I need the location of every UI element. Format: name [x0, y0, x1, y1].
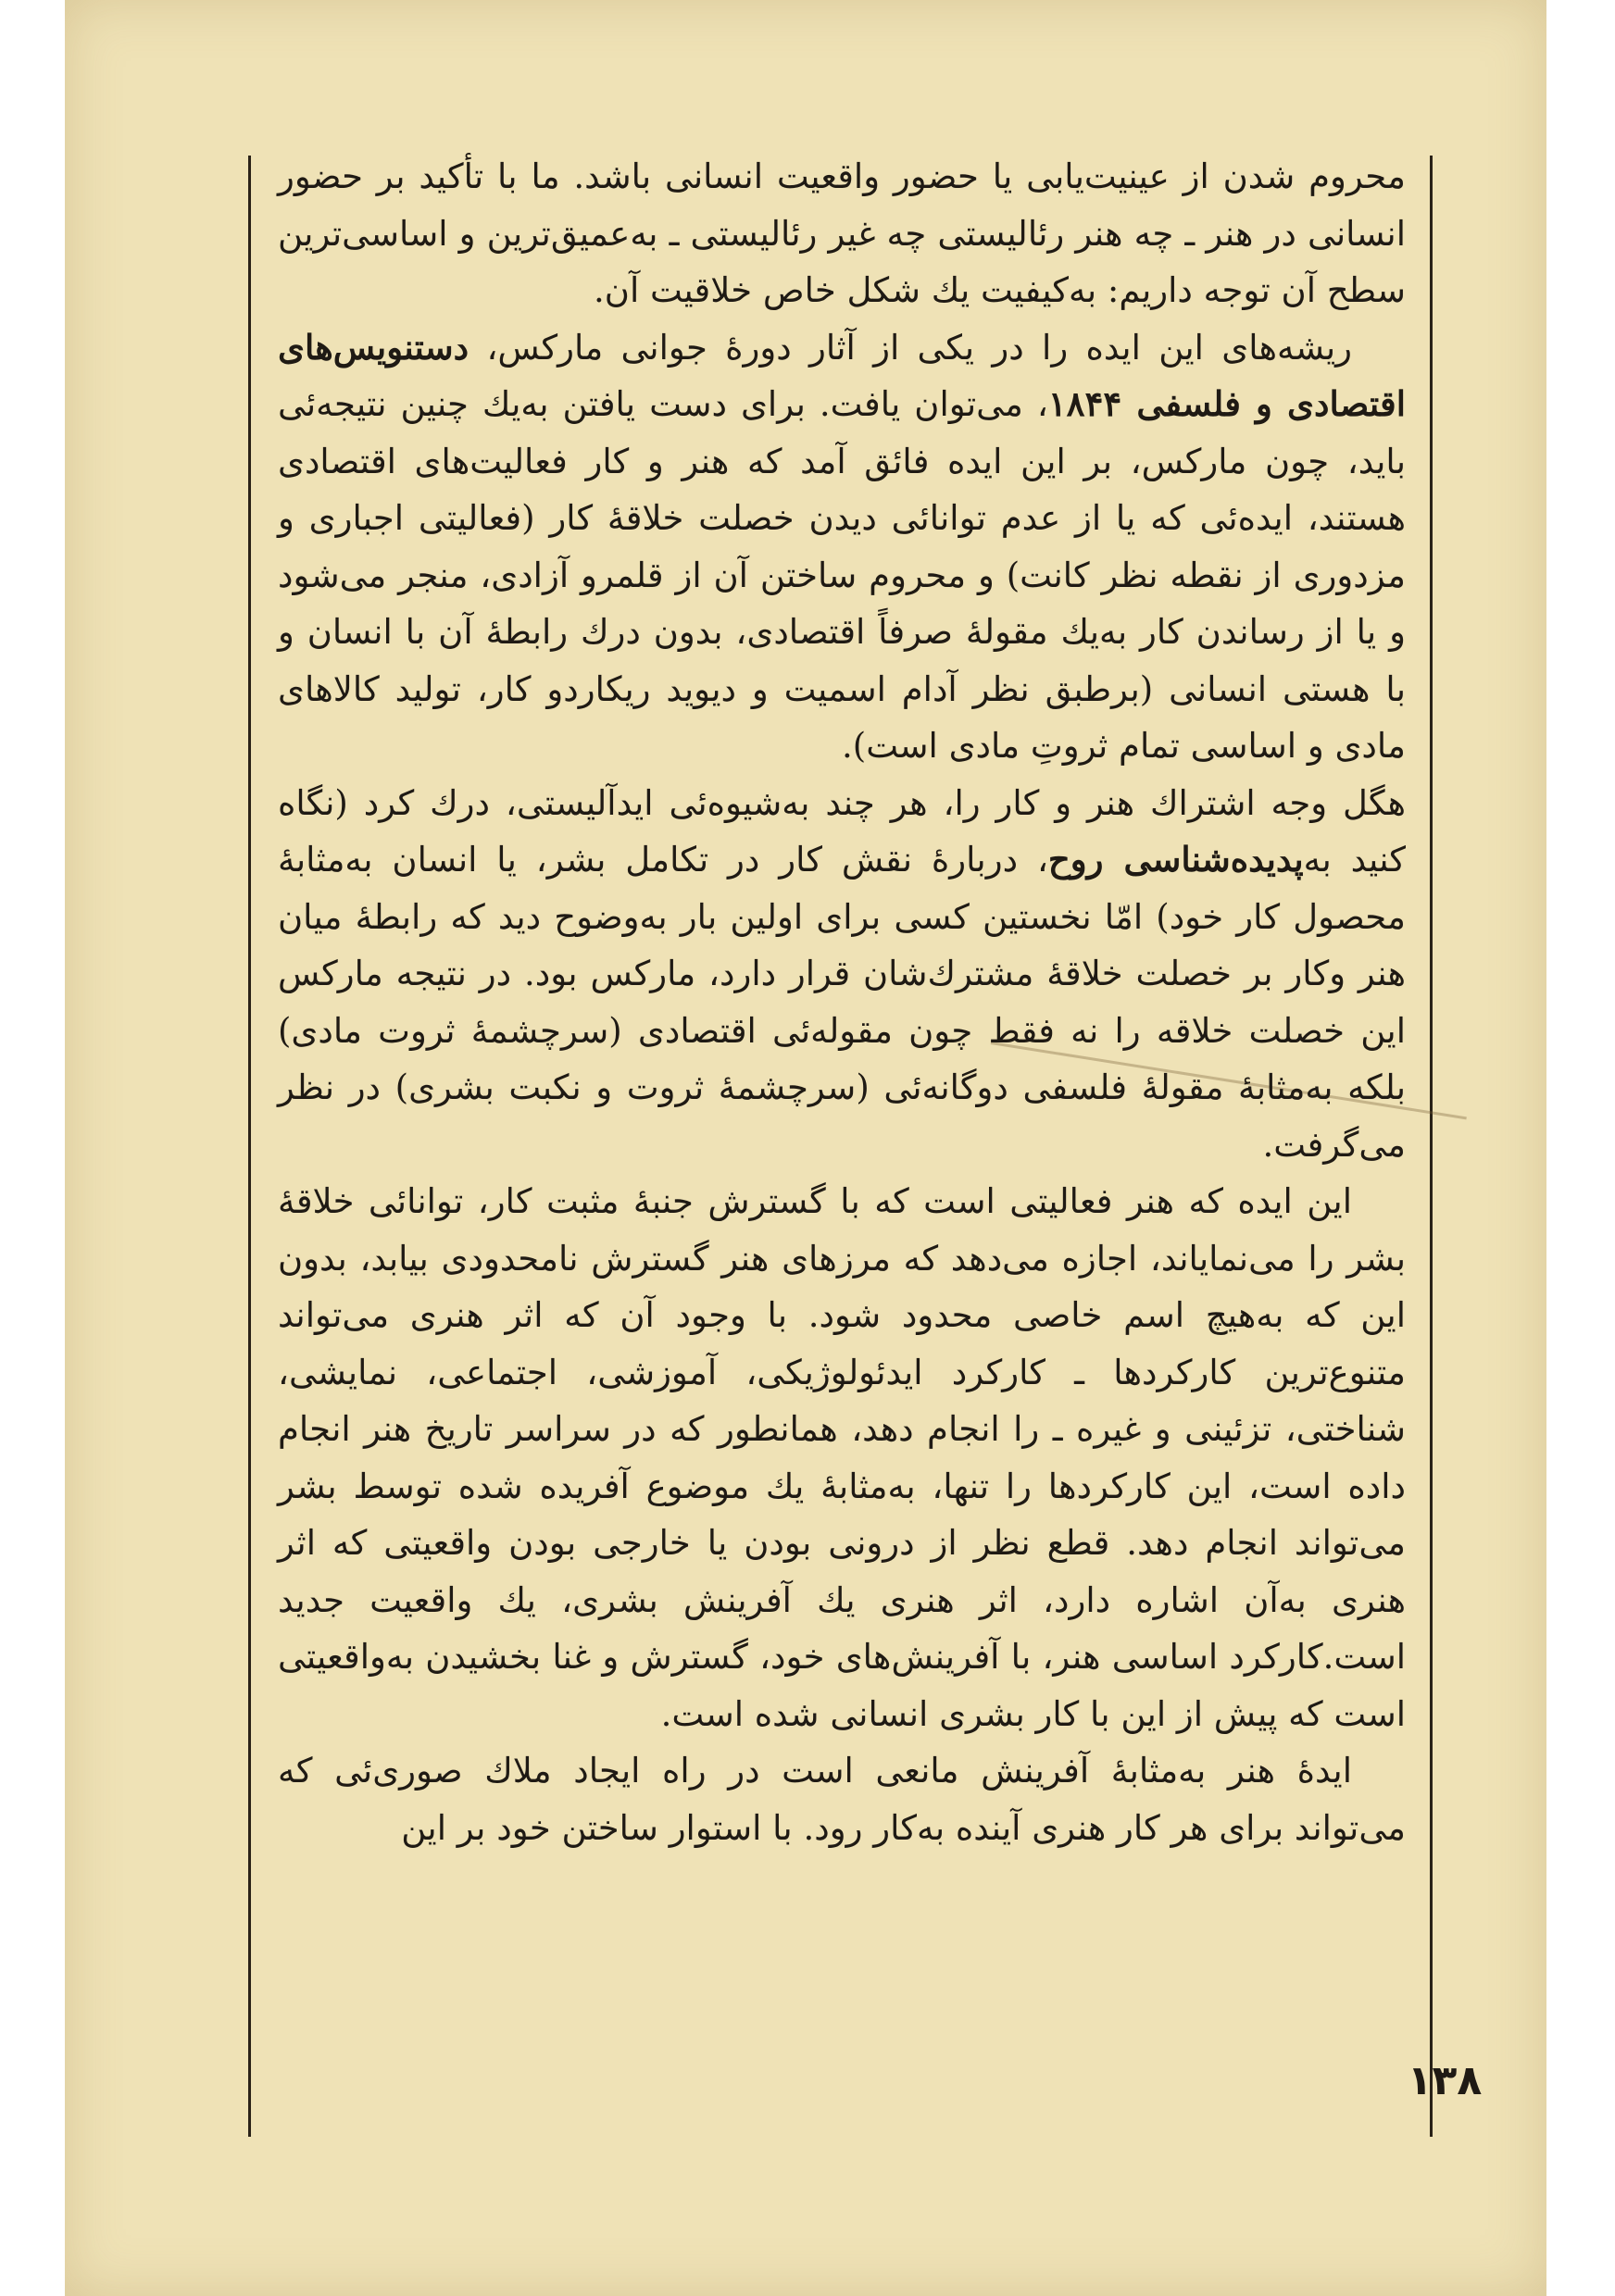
page-number: ۱۳۸: [1407, 2057, 1483, 2104]
text-run: ایدهٔ هنر به‌مثابهٔ آفرینش مانعی است در راه ایجاد ملاك صوری‌ئی که می‌تواند برای هر کار هنری آینده به‌کار رود. با استوار ساختن خود بر این: [278, 1751, 1406, 1848]
right-margin-rule: [1430, 156, 1433, 2137]
bold-title: دستنویس‌های اقتصادی و فلسفی ۱۸۴۴: [278, 326, 1406, 424]
text-run: ، دربارهٔ نقش کار در تکامل بشر، یا انسان به‌مثابهٔ محصول کار خود) امّا نخستین کسی برای اولین بار به‌وضوح دید که رابطهٔ میان هنر وکار بر خصلت خلاقهٔ مشترك‌شان قرار دارد، مارکس بود. در نتیجه مارکس این خصلت خلاقه را نه فقط چون مقوله‌ئی اقتصادی (سرچشمهٔ ثروت مادی) بلکه به‌مثابهٔ مقولهٔ فلسفی دوگانه‌ئی (سرچشمهٔ ثروت و نکبت بشری) در نظر می‌گرفت.: [278, 840, 1406, 1165]
left-margin-rule: [248, 156, 251, 2137]
body-text: [278, 148, 1406, 2139]
paragraph: [278, 775, 1406, 1174]
paragraph: [278, 319, 1406, 775]
text-run: ریشه‌های این ایده را در یکی از آثار دورهٔ جوانی مارکس،: [469, 327, 1352, 368]
text-run: این ایده که هنر فعالیتی است که با گسترش جنبهٔ مثبت کار، توانائی خلاقهٔ بشر را می‌نمایاند، اجازه می‌دهد که مرزهای هنر گسترش نامحدودی بیابد، بدون این که به‌هیچ اسم خاصی محدود شود. با وجود آن که اثر هنری می‌تواند متنوع‌ترین کارکردها ـ کارکرد ایدئولوژیکی، آموزشی، اجتماعی، نمایشی، شناختی، تزئینی و غیره ـ را انجام دهد، همانطور که در سراسر تاریخ هنر انجام داده است، این کارکردها را تنها، به‌مثابهٔ یك موضوع آفریده شده توسط بشر می‌تواند انجام دهد. قطع نظر از درونی بودن یا خارجی بودن واقعیتی که اثر هنری به‌آن اشاره دارد، اثر هنری یك آفرینش بشری، یك واقعیت جدید است.کارکرد اساسی هنر، با آفرینش‌های خود، گسترش و غنا بخشیدن به‌واقعیتی است که پیش از این با کار بشری انسانی شده است.: [278, 1181, 1406, 1734]
paragraph: [278, 148, 1406, 319]
text-run: ، می‌توان یافت. برای دست یافتن به‌یك چنین نتیجه‌ئی باید، چون مارکس، بر این ایده فائق آمد که هنر و کار فعالیت‌های اقتصادی هستند، ایده‌ئی که یا از عدم توانائی دیدن خصلت خلاقهٔ کار (فعالیتی اجباری و مزدوری از نقطه نظر کانت) و محروم ساختن آن از قلمرو آزادی، منجر می‌شود و یا از رساندن کار به‌یك مقولهٔ صرفاً اقتصادی، بدون درك رابطهٔ آن با انسان و با هستی انسانی (برطبق نظر آدام اسمیت و دیوید ریکاردو کار، تولید کالاهای مادی و اساسی تمام ثروتِ مادی است).: [278, 384, 1406, 766]
paragraph: [278, 1173, 1406, 1742]
book-page: [65, 0, 1546, 2296]
paragraph: [278, 1742, 1406, 1856]
bold-title: پدیده‌شناسی روح: [1047, 839, 1304, 880]
text-run: محروم شدن از عینیت‌یابی یا حضور واقعیت انسانی باشد. ما با تأکید بر حضور انسانی در هنر ـ چه هنر رئالیستی چه غیر رئالیستی ـ به‌عمیق‌ترین و اساسی‌ترین سطح آن توجه داریم: به‌کیفیت یك شکل خاص خلاقیت آن.: [278, 156, 1406, 310]
text-run: هگل وجه اشتراك هنر و کار را، هر چند به‌شیوه‌ئی ایدآلیستی، درك کرد (نگاه کنید به‌: [278, 782, 1407, 880]
